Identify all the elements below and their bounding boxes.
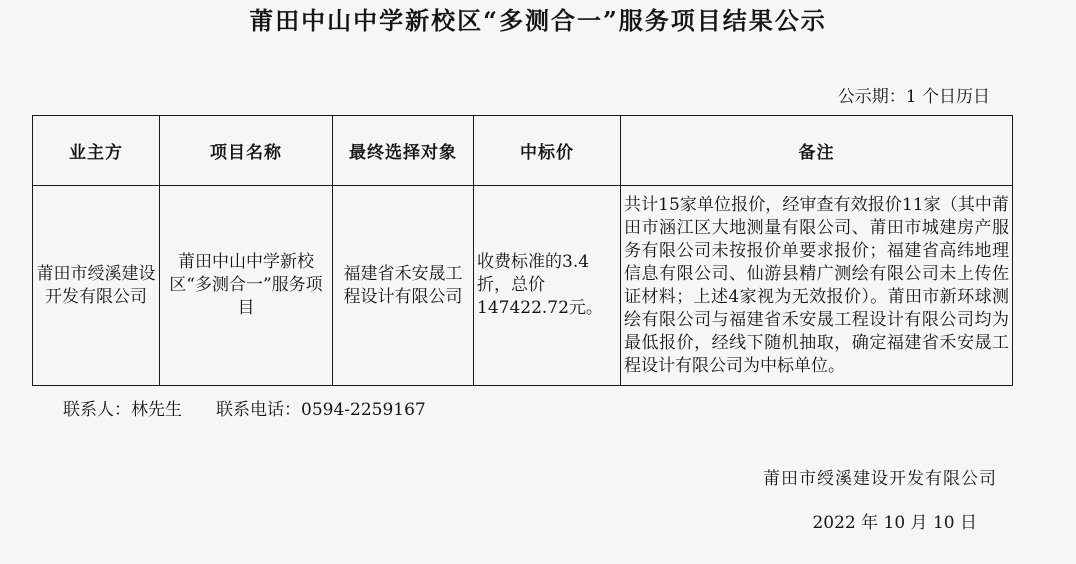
cell-remarks: 共计15家单位报价，经审查有效报价11家（其中莆田市涵江区大地测量有限公司、莆田市城建房产服务有限公司未按报价单要求报价；福建省高纬地理信息有限公司、仙游县精广测绘有限公司未上传佐证材料；上述4家视为无效报价）。莆田市新环球测绘有限公司与福建省禾安晟工程设计有限公司均为最低报价，经线下随机抽取，确定福建省禾安晟工程设计有限公司为中标单位。: [621, 186, 1013, 386]
publicity-period: 公示期：1 个日历日: [837, 87, 990, 107]
results-table: [32, 115, 1013, 386]
cell-selected-party: 福建省禾安晟工程设计有限公司: [333, 186, 474, 386]
col-header-selected-party: 最终选择对象: [333, 116, 474, 186]
signature-date: 2022 年 10 月 10 日: [812, 513, 977, 533]
contact-phone: 联系电话：0594-2259167: [216, 400, 426, 420]
cell-winning-price: 收费标准的3.4折，总价147422.72元。: [474, 186, 621, 386]
table-header-row: [33, 116, 1013, 186]
col-header-remarks: 备注: [621, 116, 1013, 186]
page-title: 莆田中山中学新校区“多测合一”服务项目结果公示: [249, 6, 827, 35]
col-header-project-name: 项目名称: [160, 116, 333, 186]
table-row: [33, 186, 1013, 386]
signature-company: 莆田市绶溪建设开发有限公司: [763, 469, 997, 489]
col-header-owner: 业主方: [33, 116, 160, 186]
contact-person: 联系人：林先生: [63, 400, 182, 420]
cell-project-name: 莆田中山中学新校区“多测合一”服务项目: [160, 186, 333, 386]
cell-owner: 莆田市绶溪建设开发有限公司: [33, 186, 160, 386]
col-header-winning-price: 中标价: [474, 116, 621, 186]
contact-line: [0, 400, 1076, 420]
